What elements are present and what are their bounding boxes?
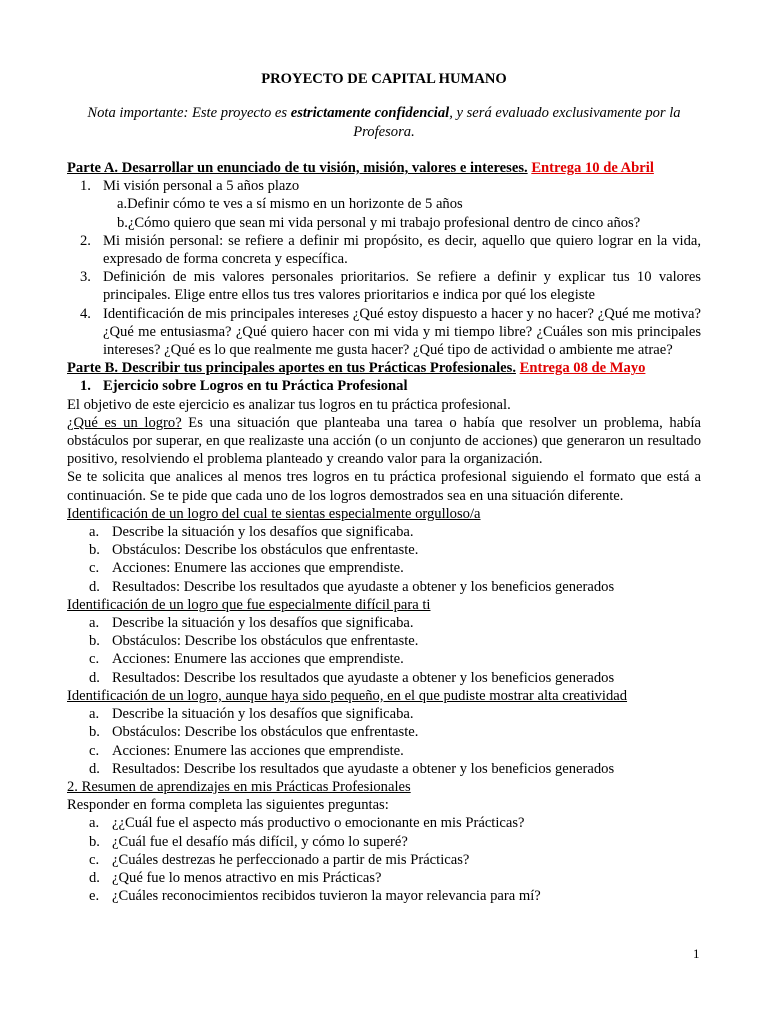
logro-group-1-heading: Identificación de un logro del cual te sientas especialmente orgulloso/a xyxy=(67,505,481,522)
exercise-2-heading: 2. Resumen de aprendizajes en mis Prácticas Profesionales xyxy=(67,778,411,795)
document-body xyxy=(67,159,701,905)
step-item: c. Acciones: Enumere las acciones que emprendiste. xyxy=(89,651,404,668)
exercise-objective: El objetivo de este ejercicio es analizar tus logros en tu práctica profesional. xyxy=(67,396,511,413)
part-a-subitem-a: a.Definir cómo te ves a sí mismo en un horizonte de 5 años xyxy=(117,196,463,213)
question-item: d. ¿Qué fue lo menos atractivo en mis Prácticas? xyxy=(89,869,382,886)
part-a-heading: Parte A. Desarrollar un enunciado de tu visión, misión, valores e intereses. Entrega 10 de Abril xyxy=(67,160,654,176)
step-item: a. Describe la situación y los desafíos que significaba. xyxy=(89,615,414,632)
part-a-item-4: 4. Identificación de mis principales intereses ¿Qué estoy dispuesto a hacer y no hacer? ¿Qué me motiva? ¿Qué me entusiasma? ¿Qué quiero hacer con mi vida y mi tiempo libre? ¿Cuáles son mis principales intereses? ¿Qué es lo que realmente me gusta hacer? ¿Qué tipo de actividad o ambiente me atrae? xyxy=(80,305,701,359)
page-number: 1 xyxy=(693,946,700,961)
exercise-1-title: 1. Ejercicio sobre Logros en tu Práctica Profesional xyxy=(80,378,408,395)
step-item: a. Describe la situación y los desafíos que significaba. xyxy=(89,706,414,723)
logro-group-3-heading: Identificación de un logro, aunque haya sido pequeño, en el que pudiste mostrar alta creatividad xyxy=(67,687,628,704)
logro-group-2-heading: Identificación de un logro que fue especialmente difícil para ti xyxy=(67,596,431,613)
part-a-item-1: 1. Mi visión personal a 5 años plazo xyxy=(80,178,300,195)
question-item: b. ¿Cuál fue el desafío más difícil, y cómo lo superé? xyxy=(89,833,408,850)
step-item: b. Obstáculos: Describe los obstáculos que enfrentaste. xyxy=(89,542,419,559)
question-item: e. ¿Cuáles reconocimientos recibidos tuvieron la mayor relevancia para mí? xyxy=(89,888,541,905)
step-item: b. Obstáculos: Describe los obstáculos que enfrentaste. xyxy=(89,633,419,650)
logro-definition: ¿Qué es un logro? Es una situación que planteaba una tarea o había que resolver un problema, había obstáculos por superar, en que realizaste una acción (o un conjunto de acciones) que generaron un resultado positivo, resolviendo el problema planteado y creando valor para la organización. xyxy=(67,414,701,468)
part-a-due-date: Entrega 10 de Abril xyxy=(531,160,654,176)
part-a-item-3: 3. Definición de mis valores personales prioritarios. Se refiere a definir y explicar tus 10 valores principales. Elige entre ellos tus tres valores prioritarios e indica por qué los elegiste xyxy=(80,269,701,304)
part-a-subitem-b: b.¿Cómo quiero que sean mi vida personal y mi trabajo profesional dentro de cinco años? xyxy=(117,214,641,231)
step-item: d. Resultados: Describe los resultados que ayudaste a obtener y los beneficios generados xyxy=(89,669,615,686)
step-item: a. Describe la situación y los desafíos que significaba. xyxy=(89,524,414,541)
step-item: b. Obstáculos: Describe los obstáculos que enfrentaste. xyxy=(89,724,419,741)
step-item: c. Acciones: Enumere las acciones que emprendiste. xyxy=(89,742,404,759)
part-a-item-2: 2. Mi misión personal: se refiere a definir mi propósito, es decir, aquello que quiero lograr en la vida, expresado de forma concreta y específica. xyxy=(80,232,701,268)
question-item: c. ¿Cuáles destrezas he perfeccionado a partir de mis Prácticas? xyxy=(89,851,470,868)
exercise-request: Se te solicita que analices al menos tres logros en tu práctica profesional siguiendo el formato que está a continuación. Se te pide que cada uno de los logros demostrados sea en una situación diferente. xyxy=(67,469,701,504)
part-b-due-date: Entrega 08 de Mayo xyxy=(519,360,646,377)
step-item: d. Resultados: Describe los resultados que ayudaste a obtener y los beneficios generados xyxy=(89,578,615,595)
part-b-heading: Parte B. Describir tus principales aportes en tus Prácticas Profesionales. Entrega 08 de Mayo xyxy=(67,360,646,377)
exercise-2-intro: Responder en forma completa las siguientes preguntas: xyxy=(67,797,389,814)
confidentiality-note: Nota importante: Este proyecto es estrictamente confidencial, y será evaluado exclusivamente por la Profesora. xyxy=(87,105,681,140)
step-item: d. Resultados: Describe los resultados que ayudaste a obtener y los beneficios generados xyxy=(89,760,615,777)
question-item: a. ¿¿Cuál fue el aspecto más productivo o emocionante en mis Prácticas? xyxy=(89,815,525,832)
document-title: PROYECTO DE CAPITAL HUMANO xyxy=(261,71,507,87)
step-item: c. Acciones: Enumere las acciones que emprendiste. xyxy=(89,560,404,577)
